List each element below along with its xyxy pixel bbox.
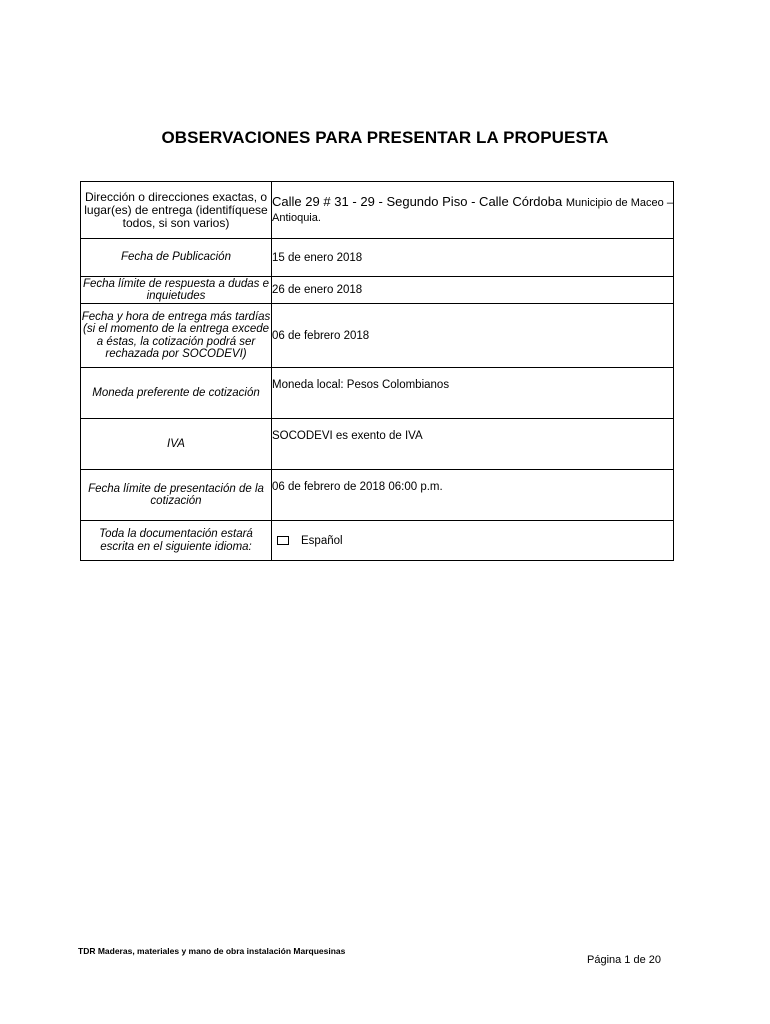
- table-row: [81, 470, 674, 521]
- row-label-submission-deadline: Fecha límite de presentación de la cotización: [81, 470, 272, 521]
- row-label-iva: IVA: [81, 419, 272, 470]
- language-value: Español: [301, 534, 343, 547]
- row-label-publication-date: Fecha de Publicación: [81, 239, 272, 277]
- checkbox-icon[interactable]: [277, 536, 289, 545]
- row-value-currency: Moneda local: Pesos Colombianos: [272, 368, 674, 419]
- footer-document-title: TDR Maderas, materiales y mano de obra instalación Marquesinas: [78, 946, 346, 956]
- table-row: [81, 419, 674, 470]
- row-value-delivery-deadline: 06 de febrero 2018: [272, 304, 674, 368]
- row-value-address: [272, 182, 674, 239]
- page-title: OBSERVACIONES PARA PRESENTAR LA PROPUESTA: [161, 128, 609, 147]
- page-number: Página 1 de 20: [587, 954, 662, 966]
- row-value-questions-deadline: 26 de enero 2018: [272, 277, 674, 304]
- row-value-iva: SOCODEVI es exento de IVA: [272, 419, 674, 470]
- address-municipality: Municipio de Maceo – Antioquia.: [272, 197, 673, 224]
- row-label-delivery-deadline: Fecha y hora de entrega más tardías (si el momento de la entrega excede a éstas, la cotización podrá ser rechazada por SOCODEVI): [81, 304, 272, 368]
- table-row: [81, 277, 674, 304]
- table-row: [81, 521, 674, 561]
- observations-table: [80, 181, 674, 561]
- row-value-publication-date: 15 de enero 2018: [272, 239, 674, 277]
- table-row: [81, 182, 674, 239]
- table-row: [81, 239, 674, 277]
- row-value-submission-deadline: 06 de febrero de 2018 06:00 p.m.: [272, 470, 674, 521]
- table-row: [81, 368, 674, 419]
- row-label-language: Toda la documentación estará escrita en el siguiente idioma:: [81, 521, 272, 561]
- row-label-currency: Moneda preferente de cotización: [81, 368, 272, 419]
- table-row: [81, 304, 674, 368]
- address-main: Calle 29 # 31 - 29 - Segundo Piso - Calle Córdoba: [272, 194, 563, 209]
- row-label-address: Dirección o direcciones exactas, o lugar(es) de entrega (identifíquese todos, si son varios): [81, 182, 272, 239]
- row-label-questions-deadline: Fecha límite de respuesta a dudas e inquietudes: [81, 277, 272, 304]
- row-value-language: [272, 521, 674, 561]
